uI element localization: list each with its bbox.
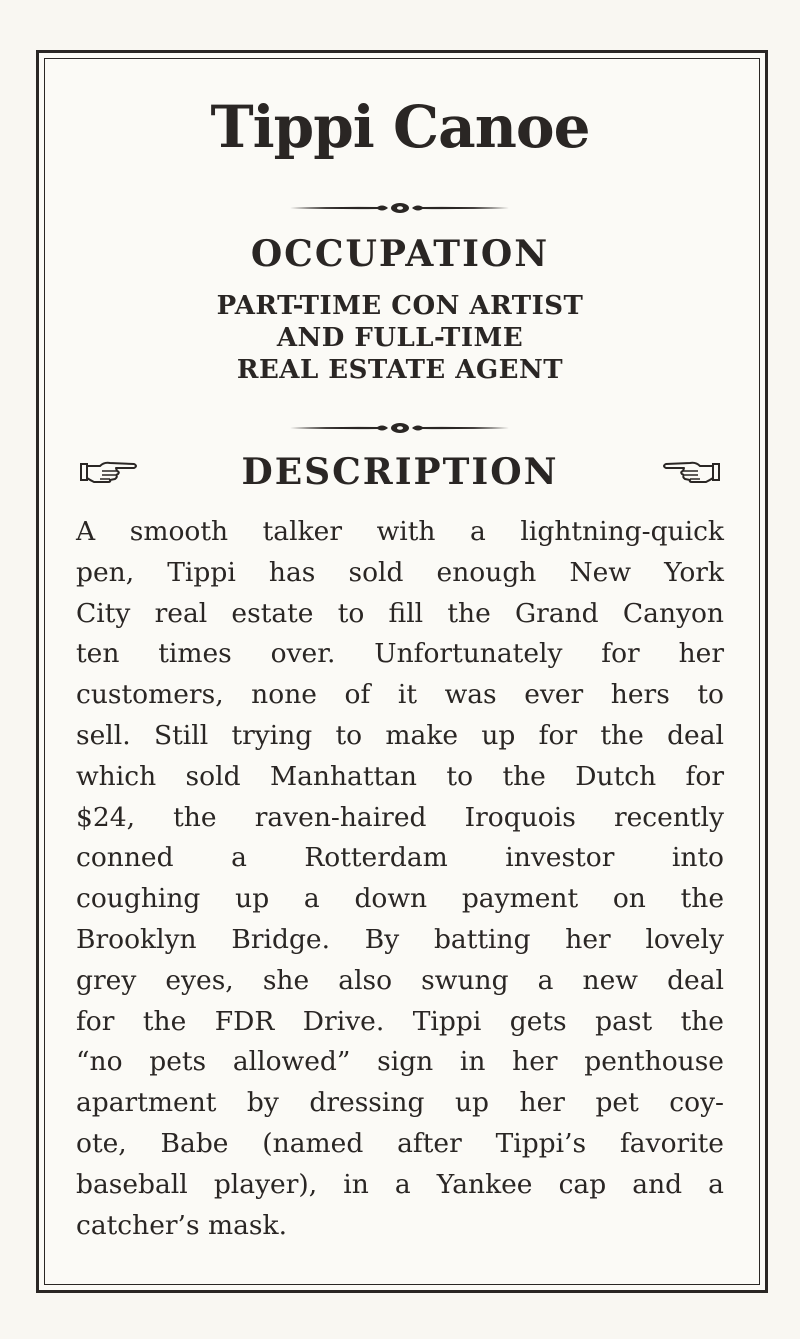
description-line: “no pets allowed” sign in her penthouse (76, 1046, 724, 1078)
description-heading-row (76, 452, 724, 496)
description-line: customers, none of it was ever hers to (76, 679, 724, 711)
description-line: A smooth talker with a lightning-quick (76, 516, 724, 547)
description-heading: DESCRIPTION (241, 451, 559, 493)
ornamental-divider-icon (290, 421, 510, 435)
description-line: baseball player), in a Yankee cap and a (76, 1168, 724, 1200)
description-line: ote, Babe (named after Tippi’s favorite (76, 1127, 724, 1159)
description-line: for the FDR Drive. Tippi gets past the (76, 1005, 724, 1037)
occupation-line: AND FULL-TIME (276, 323, 524, 353)
description-line: City real estate to fill the Grand Canyon (76, 597, 724, 629)
description-line: apartment by dressing up her pet coy- (76, 1087, 724, 1119)
occupation-line: PART-TIME CON ARTIST (216, 291, 584, 321)
card-title: Tippi Canoe (210, 93, 590, 161)
pointing-hand-left-icon (662, 458, 720, 486)
description-line: $24, the raven-haired Iroquois recently (76, 801, 724, 833)
description-line: conned a Rotterdam investor into (76, 842, 724, 874)
description-line: grey eyes, she also swung a new deal (76, 964, 724, 996)
description-line: sell. Still trying to make up for the deal (76, 719, 724, 751)
description-line: ten times over. Unfortunately for her (76, 638, 724, 670)
ornamental-divider-icon (290, 201, 510, 215)
description-body (76, 512, 724, 1246)
description-line: Brooklyn Bridge. By batting her lovely (76, 923, 724, 955)
occupation-text (0, 290, 800, 386)
description-line: which sold Manhattan to the Dutch for (76, 760, 724, 792)
description-line: coughing up a down payment on the (76, 883, 724, 915)
occupation-heading: OCCUPATION (250, 233, 550, 275)
occupation-line: REAL ESTATE AGENT (236, 355, 564, 385)
description-line: catcher’s mask. (76, 1209, 288, 1241)
description-line: pen, Tippi has sold enough New York (76, 556, 724, 588)
